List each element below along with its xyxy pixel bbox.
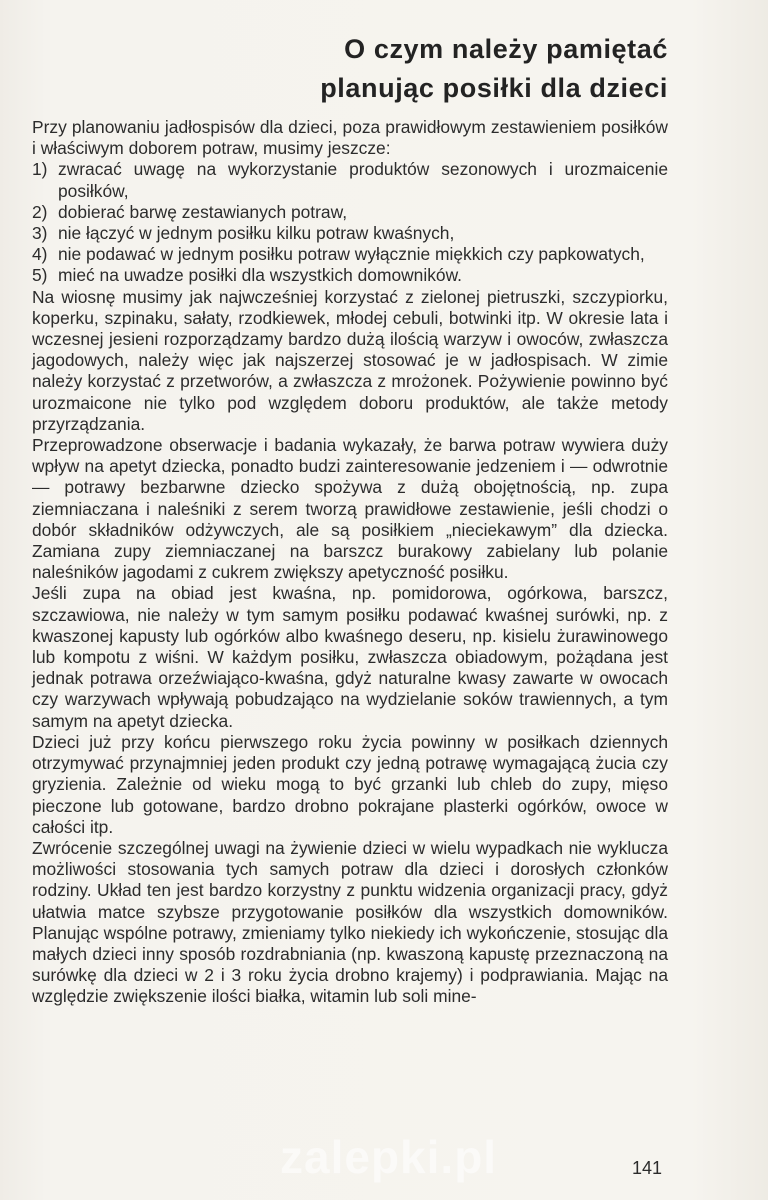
list-item	[32, 265, 668, 286]
page-number: 141	[631, 1158, 662, 1178]
list-number: 4)	[32, 244, 48, 265]
list-number: 2)	[32, 201, 48, 222]
list-item	[32, 244, 668, 265]
list-text: zwracać uwagę na wykorzystanie produktów sezonowych i urozmaicenie posiłków,	[58, 159, 668, 201]
intro-paragraph: Przy planowaniu jadłospisów dla dzieci, poza prawidłowym zestawieniem posiłków i właściwym doborem potraw, musimy jeszcze:	[32, 117, 668, 159]
list-number: 5)	[32, 265, 48, 286]
paragraph-color: Przeprowadzone obserwacje i badania wykazały, że barwa potraw wywiera duży wpływ na apetyt dziecka, ponadto budzi zainteresowanie jedzeniem i — odwrotnie — potrawy bezbarwne dziecko spożywa z dużą obojętnością, np. zupa ziemniaczana i naleśniki z serem tworzą prawidłowe zestawienie, jeśli chodzi o dobór składników odżywczych, ale są posiłkiem „nieciekawym” dla dziecka. Zamiana zupy ziemniaczanej na barszcz burakowy zabielany lub polanie naleśników jagodami z cukrem zwiększy apetyczność posiłku.	[32, 435, 668, 583]
title-line-1: O czym należy pamiętać	[344, 34, 668, 64]
guideline-list	[32, 159, 668, 286]
paragraph-chewing: Dzieci już przy końcu pierwszego roku życia powinny w posiłkach dziennych otrzymywać przynajmniej jeden produkt czy jedną potrawę wymagającą żucia czy gryzienia. Zależnie od wieku mogą to być grzanki lub chleb do zupy, mięso pieczone lub gotowane, bardzo drobno pokrajane plasterki ogórków, owoce w całości itp.	[32, 731, 668, 837]
list-text: nie podawać w jednym posiłku potraw wyłącznie miękkich czy papkowatych,	[58, 244, 645, 265]
list-item	[32, 202, 668, 223]
page-title	[320, 30, 668, 108]
list-item	[32, 159, 668, 201]
paragraph-seasonal: Na wiosnę musimy jak najwcześniej korzystać z zielonej pietruszki, szczypiorku, koperku, szpinaku, sałaty, rzodkiewek, młodej cebuli, botwinki itp. W okresie lata i wczesnej jesieni rozporządzamy bardzo dużą ilością warzyw i owoców, zwłaszcza jagodowych, należy więc jak najszerzej stosować je w jadłospisach. W zimie należy korzystać z przetworów, a zwłaszcza z mrożonek. Pożywienie powinno być urozmaicone nie tylko pod względem doboru produktów, ale także metody przyrządzania.	[32, 286, 668, 434]
list-text: mieć na uwadze posiłki dla wszystkich domowników.	[58, 265, 463, 286]
list-text: nie łączyć w jednym posiłku kilku potraw kwaśnych,	[58, 223, 455, 244]
list-number: 3)	[32, 223, 48, 244]
paragraph-sour: Jeśli zupa na obiad jest kwaśna, np. pomidorowa, ogórkowa, barszcz, szczawiowa, nie należy w tym samym posiłku podawać kwaśnej surówki, np. z kwaszonej kapusty lub ogórków albo kwaśnego deseru, np. kisielu żurawinowego lub kompotu z wiśni. W każdym posiłku, zwłaszcza obiadowym, pożądana jest jednak potrawa orzeźwiająco-kwaśna, gdyż naturalne kwasy zawarte w owocach czy warzywach wpływają pobudzająco na wydzielanie soków trawiennych, a tym samym na apetyt dziecka.	[32, 583, 668, 731]
body-text	[32, 117, 668, 1008]
paragraph-family: Zwrócenie szczególnej uwagi na żywienie dzieci w wielu wypadkach nie wyklucza możliwości stosowania tych samych potraw dla dzieci i dorosłych członków rodziny. Układ ten jest bardzo korzystny z punktu widzenia organizacji pracy, gdyż ułatwia matce szybsze przygotowanie posiłków dla wszystkich domowników. Planując wspólne potrawy, zmieniamy tylko niekiedy ich wykończenie, stosując dla małych dzieci inny sposób rozdrabniania (np. kwaszoną kapustę przeznaczoną na surówkę dla dzieci w 2 i 3 roku życia drobno krajemy) i podprawiania. Mając na względzie zwiększenie ilości białka, witamin lub soli mine-	[32, 837, 668, 1007]
title-line-2: planując posiłki dla dzieci	[320, 73, 668, 103]
list-item	[32, 223, 668, 244]
list-text: dobierać barwę zestawianych potraw,	[58, 201, 348, 222]
watermark: zalepki.pl	[280, 1131, 498, 1183]
list-number: 1)	[32, 159, 48, 180]
